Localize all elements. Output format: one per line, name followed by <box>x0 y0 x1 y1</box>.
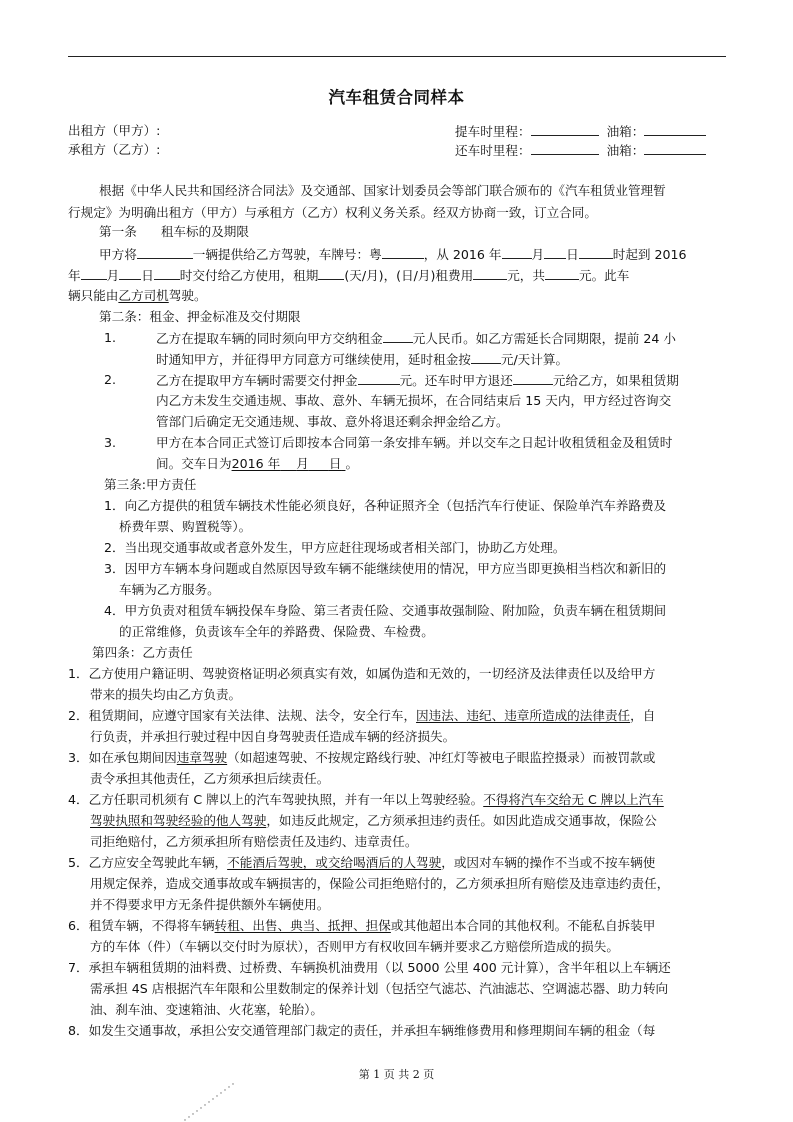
start-hour-blank <box>579 244 613 259</box>
rent-rate-blank <box>473 265 507 280</box>
page-title: 汽车租赁合同样本 <box>328 88 465 107</box>
text-segment: 元。此车 <box>578 268 630 283</box>
rent-amount-blank <box>383 328 413 343</box>
start-day-blank <box>544 244 566 259</box>
article-2-title: 第二条：租金、押金标准及交付期限 <box>99 309 301 324</box>
text-segment: 2．租赁期间，应遵守国家有关法律、法规、法令，安全行车， <box>68 708 417 723</box>
return-mileage-blank <box>531 140 599 155</box>
article-3-item-4-line-2: 的正常维修，负责该车全年的养路费、保险费、车检费。 <box>119 624 434 639</box>
underlined-text: 违章驾驶 <box>176 750 228 765</box>
text-segment: 月 <box>531 247 545 262</box>
text-segment: 年 <box>68 268 81 283</box>
article-2-item-2-line-3: 管部门后确定无交通违规、事故、意外将退还剩余押金给乙方。 <box>156 414 509 429</box>
deposit-blank <box>358 370 400 385</box>
text-segment: 甲方将 <box>99 247 137 262</box>
intro-line-2: 行规定》为明确出租方（甲方）与承租方（乙方）权利义务关系。经双方协商一致，订立合同。 <box>68 205 597 220</box>
plate-number-blank <box>382 244 424 259</box>
underlined-text: 不能酒后驾驶，或交给喝酒后的人驾驶 <box>227 855 442 870</box>
article-4-item-3-line-1 <box>68 748 655 767</box>
underlined-text: 因违法、违纪、违章所造成的法律责任 <box>416 708 631 723</box>
article-4-item-6-line-2: 方的车体（件）（车辆以交付时为原状），否则甲方有权收回车辆并要求乙方赔偿所造成的损失。 <box>90 939 619 954</box>
article-4-item-7-line-3: 油、刹车油、变速箱油、火花塞，轮胎）。 <box>90 1002 323 1017</box>
intro-line-1: 根据《中华人民共和国经济合同法》及交通部、国家计划委员会等部门联合颁布的《汽车租赁业管理暂 <box>99 183 666 198</box>
article-1-line-2 <box>68 265 629 285</box>
end-month-blank <box>81 265 107 280</box>
article-3-item-3-line-2: 车辆为乙方服务。 <box>119 582 220 597</box>
article-3-item-3-line-1: 3．因甲方车辆本身问题或自然原因导致车辆不能继续使用的情况，甲方应当即更换相当档次和新旧的 <box>104 561 667 576</box>
article-4-item-4-line-2 <box>90 811 657 830</box>
text-segment: 元给乙方，如果租赁期 <box>552 373 679 388</box>
underlined-text: 不得将汽车交给无 C 牌以上汽车 <box>483 792 664 807</box>
article-3-item-4-line-1: 4．甲方负责对租赁车辆投保车身险、第三者责任险、交通事故强制险、附加险，负责车辆在租赁期间 <box>104 603 667 618</box>
article-2-item-2-line-1 <box>156 370 679 390</box>
article-1-title <box>99 222 249 241</box>
text-segment: ，或因对车辆的操作不当或不按车辆使 <box>441 855 656 870</box>
article-4-item-2-line-2: 行负责，并承担行驶过程中因自身驾驶责任造成车辆的经济损失。 <box>90 729 456 744</box>
text-segment: 间。交车日为 <box>156 456 232 471</box>
scan-artifact-dots <box>175 1083 235 1121</box>
article-4-item-3-line-2: 责令承担其他责任，乙方须承担后续责任。 <box>90 771 330 786</box>
text-segment: 月 <box>106 268 120 283</box>
text-segment: 乙方在提取甲方车辆时需要交付押金 <box>156 373 358 388</box>
text-segment: 5．乙方应安全驾驶此车辆， <box>68 855 228 870</box>
article-2-item-3-line-2 <box>156 454 358 473</box>
pickup-fuel-blank <box>644 121 706 136</box>
text-segment: 或其他超出本合同的其他权利。不能私自拆装甲 <box>390 918 656 933</box>
underlined-text: 转租、出售、典当、抵押、担保 <box>214 918 391 933</box>
article-3-title: 第三条:甲方责任 <box>104 477 197 492</box>
text-segment: ，从 2016 年 <box>423 247 502 262</box>
article-2-item-3-line-1: 甲方在本合同正式签订后即按本合同第一条安排车辆。并以交车之日起计收租赁租金及租赁时 <box>156 435 673 450</box>
text-segment: 驾驶。 <box>168 288 207 303</box>
article-1-number: 第一条 <box>99 224 137 239</box>
pickup-mileage-field <box>455 121 706 141</box>
text-segment: （如超速驾驶、不按规定路线行驶、冲红灯等被电子眼监控摄录）而被罚款或 <box>227 750 656 765</box>
start-month-blank <box>502 244 532 259</box>
article-2-item-3-number: 3. <box>104 435 117 450</box>
article-2-item-2-number: 2. <box>104 372 117 387</box>
pickup-fuel-label: 油箱： <box>606 124 645 139</box>
article-4-item-7-line-1: 7．承担车辆租赁期的油料费、过桥费、车辆换机油费用（以 5000 公里 400 元计算），含半年租以上车辆还 <box>68 960 671 975</box>
article-3-item-1-line-2: 桥费年票、购置税等）。 <box>119 519 252 534</box>
text-segment: 。 <box>345 456 359 471</box>
article-4-item-1-line-1: 1．乙方使用户籍证明、驾驶资格证明必须真实有效，如属伪造和无效的，一切经济及法律责任以及给甲方 <box>68 666 656 681</box>
article-1-heading: 租车标的及期限 <box>160 224 249 239</box>
text-segment: 3．如在承包期间因 <box>68 750 177 765</box>
car-model-blank <box>137 244 193 259</box>
text-segment: ，如违反此规定，乙方须承担违约责任。如因此造成交通事故，保险公 <box>266 813 657 828</box>
top-rule <box>68 56 726 57</box>
article-4-item-8-line-1: 8．如发生交通事故，承担公安交通管理部门裁定的责任，并承担车辆维修费用和修理期间车辆的租金（每 <box>68 1023 656 1038</box>
return-mileage-label: 还车时里程： <box>455 143 531 158</box>
lease-term-blank <box>318 265 344 280</box>
article-4-title: 第四条：乙方责任 <box>92 645 193 660</box>
article-4-item-7-line-2: 需承担 4S 店根据汽车年限和公里数制定的保养计划（包括空气滤芯、汽油滤芯、空调滤芯器、助力转向 <box>90 981 669 996</box>
text-segment: 月 <box>296 456 309 471</box>
text-segment: 日 <box>141 268 154 283</box>
text-segment: 4．乙方任职司机须有 C 牌以上的汽车驾驶执照，并有一年以上驾驶经验。 <box>68 792 484 807</box>
article-1-line-1 <box>99 244 687 264</box>
article-4-item-4-line-1 <box>68 790 664 809</box>
pickup-mileage-blank <box>531 121 599 136</box>
article-4-item-4-line-3: 司拒绝赔付，乙方须承担所有赔偿责任及违约、违章责任。 <box>90 834 418 849</box>
text-segment: 元。还车时甲方退还 <box>399 373 513 388</box>
text-segment: 2016 年 <box>231 456 281 471</box>
text-segment: 6．租赁车辆，不得将车辆 <box>68 918 215 933</box>
article-2-item-1-line-1 <box>156 328 676 348</box>
article-4-item-5-line-1 <box>68 853 655 872</box>
extension-rent-blank <box>471 349 501 364</box>
article-4-item-6-line-1 <box>68 916 655 935</box>
text-segment: 时交付给乙方使用，租期 <box>179 268 319 283</box>
text-segment: 辆只能由 <box>68 288 119 303</box>
return-fuel-label: 油箱： <box>606 143 645 158</box>
underlined-text: 乙方司机 <box>118 288 169 303</box>
text-segment: (天/月)，(日/月)租费用 <box>344 268 474 283</box>
article-2-item-1-number: 1. <box>104 330 117 345</box>
article-3-item-1-line-1: 1．向乙方提供的租赁车辆技术性能必须良好，各种证照齐全（包括汽车行使证、保险单汽车养路费及 <box>104 498 667 513</box>
article-4-item-5-line-2: 用规定保养，造成交通事故或车辆损害的，保险公司拒绝赔付的，乙方须承担所有赔偿及违章违约责任， <box>90 876 670 891</box>
end-day-blank <box>119 265 141 280</box>
text-segment: 时起到 2016 <box>612 247 687 262</box>
return-mileage-field <box>455 140 706 160</box>
return-fuel-blank <box>644 140 706 155</box>
text-segment: 乙方在提取车辆的同时须向甲方交纳租金 <box>156 331 383 346</box>
text-segment: 元，共 <box>507 268 545 283</box>
text-segment: 时通知甲方，并征得甲方同意方可继续使用，延时租金按 <box>156 352 471 367</box>
text-segment: 元/天计算。 <box>500 352 569 367</box>
rent-total-blank <box>545 265 579 280</box>
article-4-item-1-line-2: 带来的损失均由乙方负责。 <box>90 687 242 702</box>
delivery-date-underlined <box>232 456 346 471</box>
article-4-item-5-line-3: 并不得要求甲方无条件提供额外车辆使用。 <box>90 897 330 912</box>
text-segment: 一辆提供给乙方驾驶，车牌号：粤 <box>192 247 382 262</box>
text-segment: ，自 <box>630 708 656 723</box>
article-4-item-2-line-1 <box>68 706 655 725</box>
lessee-label: 承租方（乙方）: <box>68 142 161 157</box>
text-segment: 日 <box>328 456 342 471</box>
article-2-item-1-line-2 <box>156 349 568 369</box>
underlined-text: 驾驶执照和驾驶经验的他人驾驶 <box>90 813 267 828</box>
article-2-item-2-line-2: 内乙方未发生交通违规、事故、意外、车辆无损坏，在合同结束后 15 天内，甲方经过咨询交 <box>156 393 672 408</box>
article-1-line-3 <box>68 286 207 305</box>
article-3-item-2-line-1: 2．当出现交通事故或者意外发生，甲方应赶往现场或者相关部门，协助乙方处理。 <box>104 540 566 555</box>
page-number-footer: 第 1 页 共 2 页 <box>358 1068 435 1081</box>
end-hour-blank <box>154 265 180 280</box>
lessor-label: 出租方（甲方）: <box>68 123 161 138</box>
text-segment: 元人民币。如乙方需延长合同期限，提前 24 小 <box>412 331 677 346</box>
text-segment: 日 <box>566 247 579 262</box>
refund-blank <box>513 370 553 385</box>
pickup-mileage-label: 提车时里程： <box>455 124 531 139</box>
